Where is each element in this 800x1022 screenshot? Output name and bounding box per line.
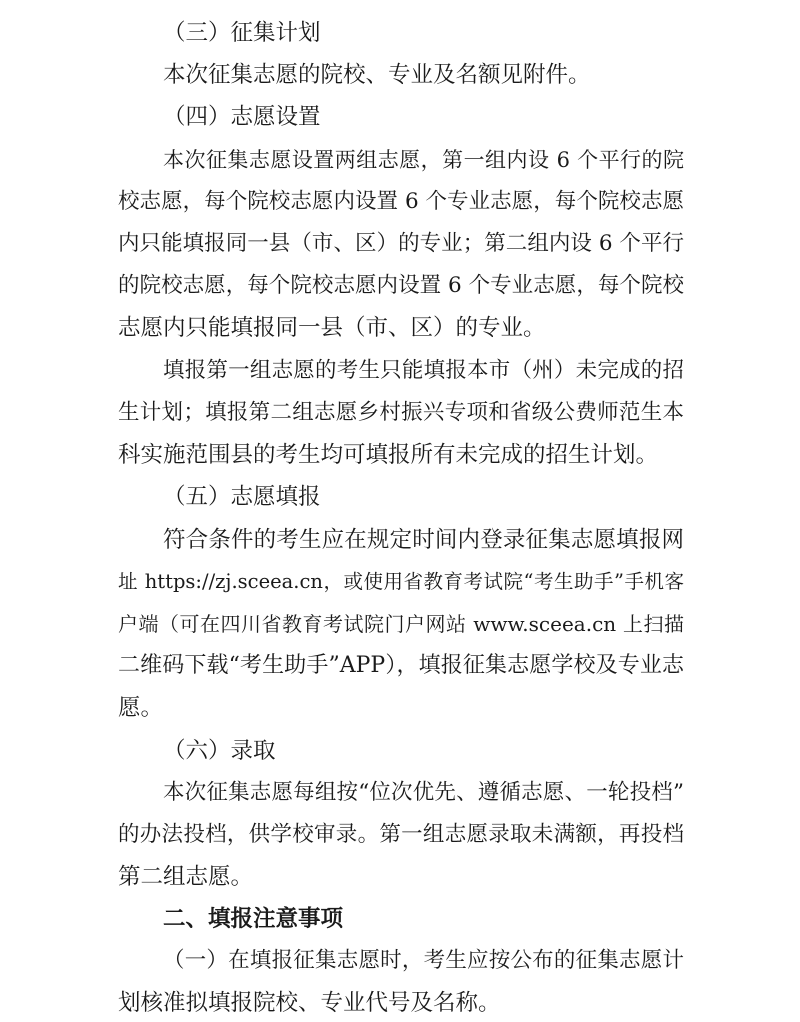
paragraph-line: 符合条件的考生应在规定时间内登录征集志愿填报网 (163, 527, 684, 553)
paragraph-line: 愿。 (118, 695, 164, 721)
paragraph-line: 二维码下载“考生助手”APP），填报征集志愿学校及专业志 (118, 653, 684, 678)
paragraph-line: （一）在填报征集志愿时，考生应按公布的征集志愿计 (163, 948, 684, 973)
paragraph-line: 校志愿，每个院校志愿内设置 6 个专业志愿，每个院校志愿 (118, 189, 684, 214)
paragraph-line: 户端（可在四川省教育考试院门户网站 www.sceea.cn 上扫描 (118, 612, 684, 636)
paragraph-line: 科实施范围县的考生均可填报所有未完成的招生计划。 (118, 442, 659, 468)
paragraph-line: 本次征集志愿的院校、专业及名额见附件。 (163, 62, 591, 88)
paragraph-line: 第二组志愿。 (118, 864, 254, 890)
paragraph-line: 的办法投档，供学校审录。第一组志愿录取未满额，再投档 (118, 822, 684, 847)
paragraph-line: 划核准拟填报院校、专业代号及名称。 (118, 990, 501, 1016)
paragraph-line: 本次征集志愿每组按“位次优先、遵循志愿、一轮投档” (163, 780, 684, 805)
section-6-heading: （六）录取 (163, 738, 276, 764)
paragraph-line: 的院校志愿，每个院校志愿内设置 6 个专业志愿，每个院校 (118, 273, 684, 298)
paragraph-line: 内只能填报同一县（市、区）的专业；第二组内设 6 个平行 (118, 231, 684, 256)
paragraph-line: 生计划；填报第二组志愿乡村振兴专项和省级公费师范生本 (118, 400, 684, 425)
part-2-heading: 二、填报注意事项 (163, 906, 344, 932)
section-4-heading: （四）志愿设置 (163, 104, 321, 130)
paragraph-line: 填报第一组志愿的考生只能填报本市（州）未完成的招 (163, 358, 684, 383)
section-5-heading: （五）志愿填报 (163, 484, 321, 510)
paragraph-line: 志愿内只能填报同一县（市、区）的专业。 (118, 315, 546, 341)
section-3-heading: （三）征集计划 (163, 20, 321, 46)
paragraph-line: 址 https://zj.sceea.cn，或使用省教育考试院“考生助手”手机客 (118, 570, 684, 593)
paragraph-line: 本次征集志愿设置两组志愿，第一组内设 6 个平行的院 (163, 148, 684, 172)
